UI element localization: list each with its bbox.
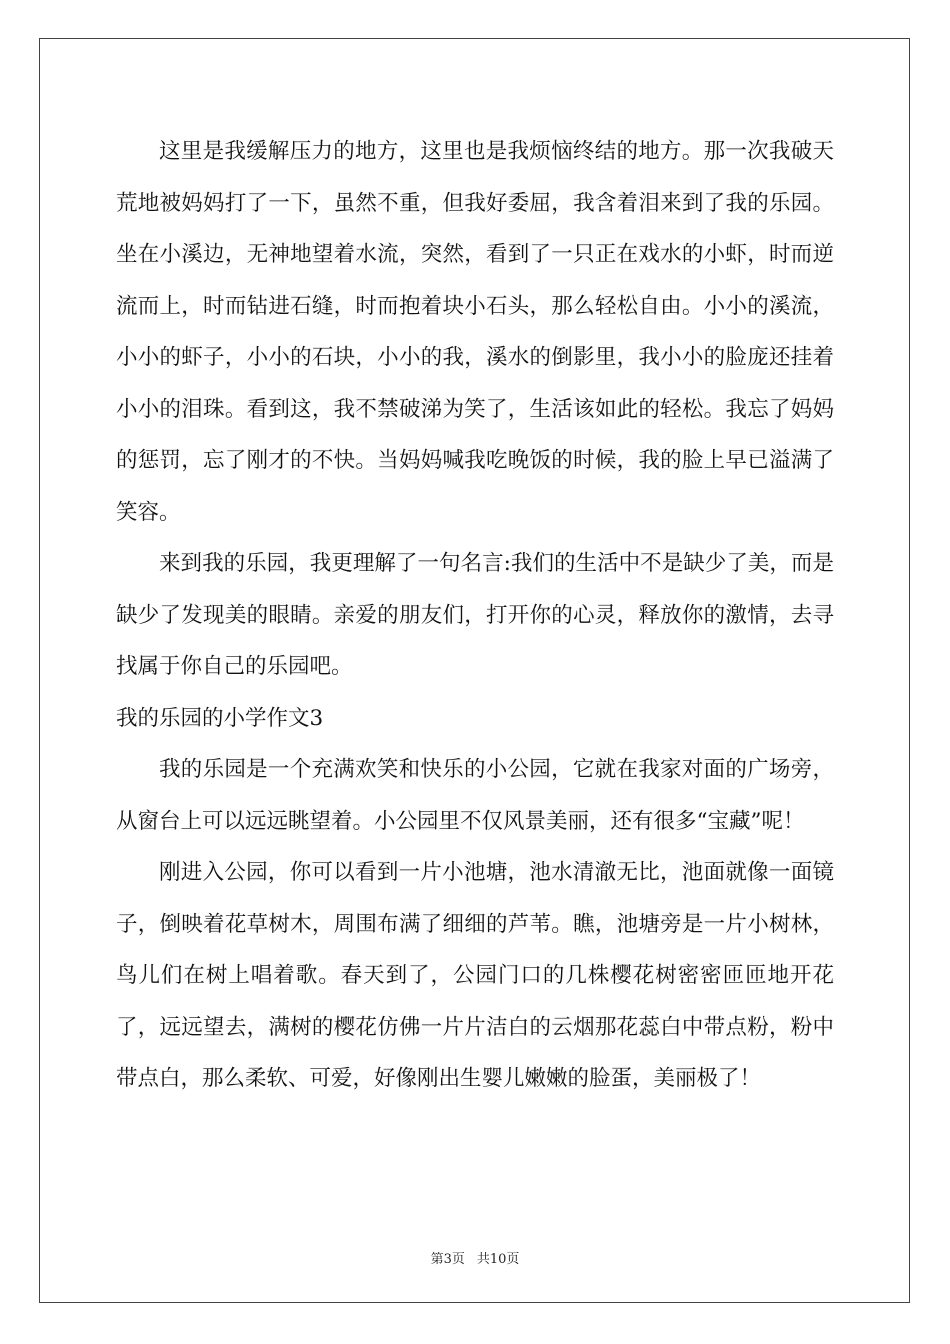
page-footer [0,1248,950,1267]
paragraph: 刚进入公园，你可以看到一片小池塘，池水清澈无比，池面就像一面镜子，倒映着花草树木，周围布满了细细的芦苇。瞧，池塘旁是一片小树林，鸟儿们在树上唱着歌。春天到了，公园门口的几株樱花树密密匝匝地开花了，远远望去，满树的樱花仿佛一片片洁白的云烟那花蕊白中带点粉，粉中带点白，那么柔软、可爱，好像刚出生婴儿嫩嫩的脸蛋，美丽极了！ [116,860,834,1091]
paragraph: 我的乐园是一个充满欢笑和快乐的小公园，它就在我家对面的广场旁，从窗台上可以远远眺望着。小公园里不仅风景美丽，还有很多“宝藏”呢！ [116,757,834,834]
paragraph: 这里是我缓解压力的地方，这里也是我烦恼终结的地方。那一次我破天荒地被妈妈打了一下，虽然不重，但我好委屈，我含着泪来到了我的乐园。坐在小溪边，无神地望着水流，突然，看到了一只正在戏水的小虾，时而逆流而上，时而钻进石缝，时而抱着块小石头，那么轻松自由。小小的溪流，小小的虾子，小小的石块，小小的我，溪水的倒影里，我小小的脸庞还挂着小小的泪珠。看到这，我不禁破涕为笑了，生活该如此的轻松。我忘了妈妈的惩罚，忘了刚才的不快。当妈妈喊我吃晚饭的时候，我的脸上早已溢满了笑容。 [116,139,834,525]
paragraph: 来到我的乐园，我更理解了一句名言:我们的生活中不是缺少了美，而是缺少了发现美的眼睛。亲爱的朋友们，打开你的心灵，释放你的激情，去寻找属于你自己的乐园吧。 [116,551,834,679]
page-total: 共10页 [476,1252,520,1267]
document-body [116,126,834,1105]
page-number: 第3页 [430,1252,465,1267]
section-heading: 我的乐园的小学作文3 [116,705,324,731]
